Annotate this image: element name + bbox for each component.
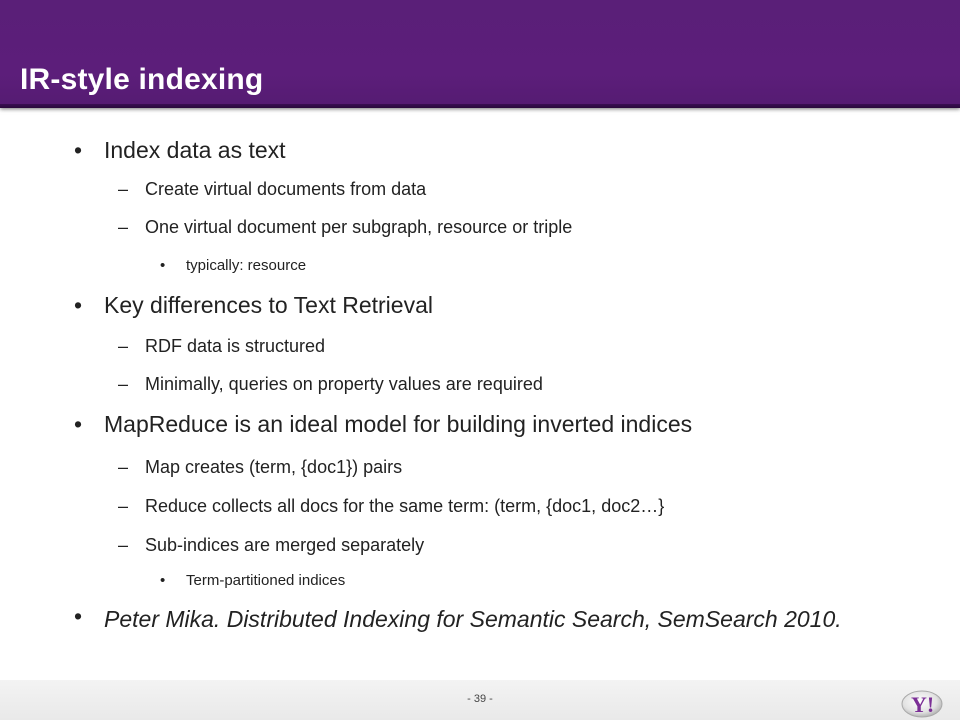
sub-sub-bullet-text: typically: resource xyxy=(186,257,307,274)
sub-bullet-text: Map creates (term, {doc1}) pairs xyxy=(145,457,403,477)
dash-symbol: – xyxy=(118,179,129,199)
dash-symbol: – xyxy=(118,535,129,555)
logo-text: Y! xyxy=(911,692,935,717)
dash-symbol: – xyxy=(118,336,129,356)
bullet-text: Index data as text xyxy=(104,137,286,163)
bullet-symbol: • xyxy=(74,411,83,437)
dash-symbol: – xyxy=(118,374,129,394)
bullet-symbol: • xyxy=(74,603,83,629)
dash-symbol: – xyxy=(118,457,129,477)
dash-symbol: – xyxy=(118,496,129,516)
bullet-symbol: • xyxy=(160,257,166,274)
dash-symbol: – xyxy=(118,217,129,237)
yahoo-logo-icon xyxy=(898,680,954,720)
sub-bullet-text: Minimally, queries on property values are required xyxy=(145,374,543,394)
title-bar-shadow xyxy=(0,104,960,108)
page-number: - 39 - xyxy=(467,693,493,705)
sub-bullet-text: RDF data is structured xyxy=(145,336,326,356)
sub-bullet-text: Sub-indices are merged separately xyxy=(145,535,425,555)
bullet-symbol: • xyxy=(160,572,166,589)
bullet-text: Key differences to Text Retrieval xyxy=(104,292,433,318)
bullet-text: MapReduce is an ideal model for building inverted indices xyxy=(104,411,693,437)
slide-title: IR-style indexing xyxy=(20,63,264,96)
sub-bullet-text: Create virtual documents from data xyxy=(145,179,427,199)
bullet-symbol: • xyxy=(74,137,83,163)
sub-sub-bullet-text: Term-partitioned indices xyxy=(186,572,346,589)
bullet-symbol: • xyxy=(74,292,83,318)
sub-bullet-text: One virtual document per subgraph, resource or triple xyxy=(145,217,573,237)
citation-text: Peter Mika. Distributed Indexing for Semantic Search, SemSearch 2010. xyxy=(104,606,842,632)
sub-bullet-text: Reduce collects all docs for the same term: (term, {doc1, doc2…} xyxy=(145,496,665,516)
